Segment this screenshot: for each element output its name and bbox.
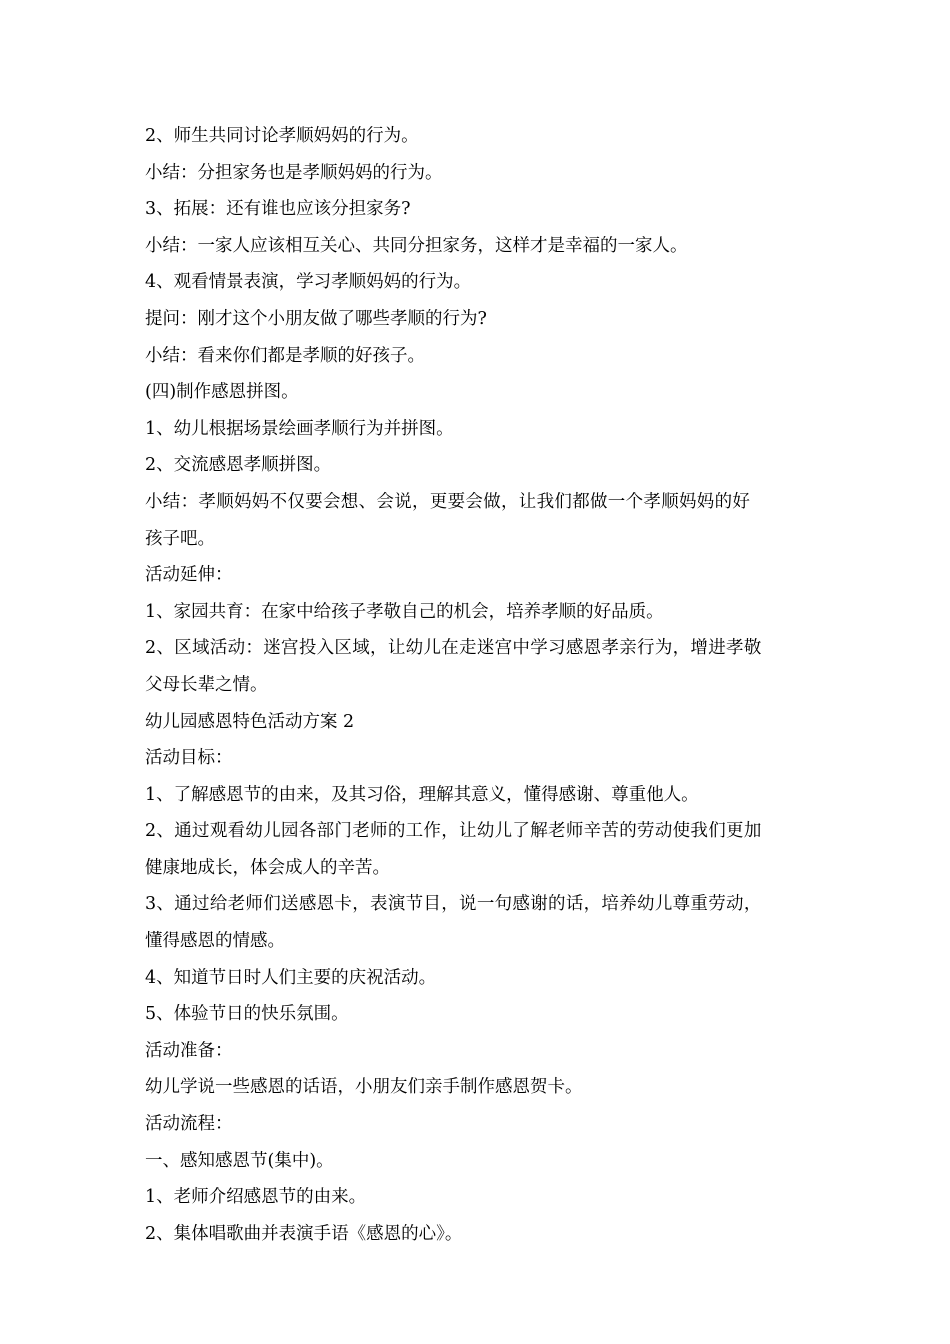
text-line: 2、交流感恩孝顺拼图。 (145, 455, 332, 476)
text-line: 提问：刚才这个小朋友做了哪些孝顺的行为? (145, 308, 487, 329)
text-line: 2、区域活动：迷宫投入区域，让幼儿在走迷宫中学习感恩孝亲行为，增进孝敬 (145, 638, 762, 659)
text-line: 1、老师介绍感恩节的由来。 (145, 1187, 367, 1208)
text-line: 2、集体唱歌曲并表演手语《感恩的心》。 (145, 1223, 463, 1244)
text-line: 幼儿学说一些感恩的话语，小朋友们亲手制作感恩贺卡。 (145, 1077, 583, 1098)
text-line: 3、通过给老师们送感恩卡，表演节目，说一句感谢的话，培养幼儿尊重劳动， (145, 894, 762, 915)
text-line: 4、知道节日时人们主要的庆祝活动。 (145, 967, 437, 988)
text-line: 4、观看情景表演，学习孝顺妈妈的行为。 (145, 272, 472, 293)
text-line: 1、幼儿根据场景绘画孝顺行为并拼图。 (145, 418, 454, 439)
text-line: 1、了解感恩节的由来，及其习俗，理解其意义，懂得感谢、尊重他人。 (145, 784, 699, 805)
section-heading: 活动准备： (145, 1040, 233, 1061)
text-line: 3、拓展：还有谁也应该分担家务? (145, 199, 411, 220)
text-line: 一、感知感恩节(集中)。 (145, 1150, 334, 1171)
text-line: 健康地成长，体会成人的辛苦。 (145, 857, 390, 878)
text-line: 2、通过观看幼儿园各部门老师的工作，让幼儿了解老师辛苦的劳动使我们更加 (145, 821, 762, 842)
section-heading: 活动流程： (145, 1114, 233, 1135)
text-line: 父母长辈之情。 (145, 674, 268, 695)
text-line: 懂得感恩的情感。 (145, 931, 285, 952)
text-line: 小结：看来你们都是孝顺的好孩子。 (145, 345, 425, 366)
section-heading: 活动目标： (145, 748, 233, 769)
section-heading: 活动延伸： (145, 565, 233, 586)
text-line: 孩子吧。 (145, 528, 215, 549)
text-line: 1、家园共育：在家中给孩子孝敬自己的机会，培养孝顺的好品质。 (145, 601, 664, 622)
document-title: 幼儿园感恩特色活动方案 2 (145, 711, 355, 732)
section-heading: (四)制作感恩拼图。 (145, 382, 299, 403)
document-body (145, 118, 810, 1252)
text-line: 小结：分担家务也是孝顺妈妈的行为。 (145, 162, 443, 183)
text-line: 2、师生共同讨论孝顺妈妈的行为。 (145, 126, 419, 146)
text-line: 小结：孝顺妈妈不仅要会想、会说，更要会做，让我们都做一个孝顺妈妈的好 (145, 491, 751, 512)
text-line: 小结：一家人应该相互关心、共同分担家务，这样才是幸福的一家人。 (145, 235, 688, 256)
text-line: 5、体验节日的快乐氛围。 (145, 1004, 349, 1025)
